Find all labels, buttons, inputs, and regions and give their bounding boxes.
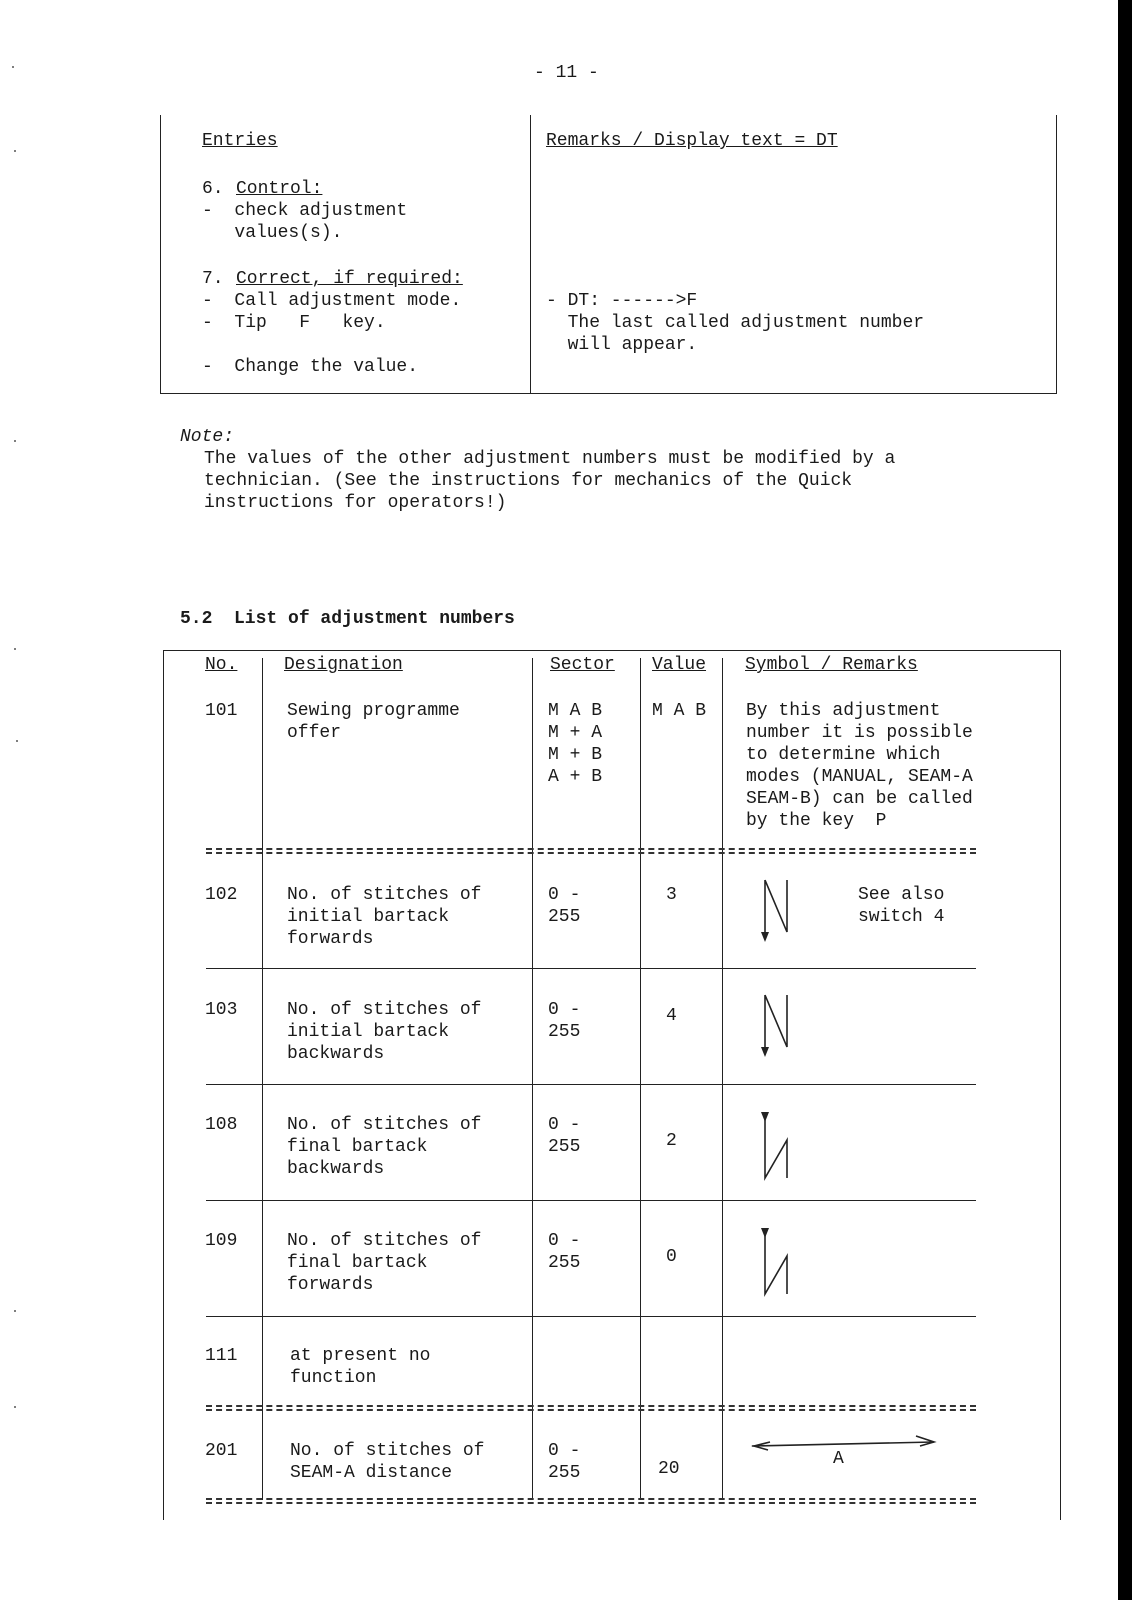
row-designation: No. of stitches of final bartack forwards	[287, 1231, 482, 1295]
step7-title: Correct, if required:	[236, 269, 463, 289]
row-designation: No. of stitches of final bartack backwards	[287, 1115, 482, 1179]
step6-title: Control:	[236, 179, 323, 199]
step6-line: - check adjustment	[202, 201, 408, 221]
row-designation: at present no function	[290, 1346, 431, 1388]
row-value: M A B	[652, 701, 707, 721]
row-designation: No. of stitches of SEAM-A distance	[290, 1441, 485, 1483]
column-divider	[722, 658, 723, 1500]
note-label: Note:	[180, 427, 235, 447]
column-divider	[532, 658, 533, 1500]
header-designation: Designation	[284, 655, 403, 675]
note-line: technician. (See the instructions for mechanics of the Quick	[204, 471, 853, 491]
page-number: - 11 -	[534, 63, 599, 83]
final-bartack-backwards-icon	[755, 1106, 795, 1186]
note-line: The values of the other adjustment numbers must be modified by a	[204, 449, 896, 469]
scan-dot	[14, 440, 16, 442]
row-value: 4	[666, 1006, 677, 1026]
step7-line: - Tip F key.	[202, 313, 386, 333]
row-sector: 0 - 255	[548, 885, 581, 927]
initial-bartack-forwards-icon	[755, 876, 795, 948]
step6-line: values(s).	[202, 223, 343, 243]
scan-dot	[14, 1406, 16, 1408]
scan-dot	[12, 66, 14, 68]
header-value: Value	[652, 655, 707, 675]
row-sector: 0 - 255	[548, 1441, 581, 1483]
row-separator	[206, 1084, 976, 1085]
row-separator	[206, 1316, 976, 1317]
row-value: 2	[666, 1131, 677, 1151]
row-sector: 0 - 255	[548, 1000, 581, 1042]
header-no: No.	[205, 655, 238, 675]
step7-line: - Call adjustment mode.	[202, 291, 462, 311]
row-no: 108	[205, 1115, 238, 1135]
initial-bartack-backwards-icon	[755, 991, 795, 1063]
scan-edge	[1118, 0, 1132, 1600]
column-divider	[640, 658, 641, 1500]
row-separator	[206, 968, 976, 969]
seam-a-label: A	[833, 1449, 844, 1469]
remark-line: The last called adjustment number	[546, 313, 925, 333]
remark-line: - DT: ------>F	[546, 291, 698, 311]
entries-header: Entries	[202, 131, 278, 151]
table-border	[163, 650, 164, 1520]
row-separator	[206, 1200, 976, 1201]
final-bartack-forwards-icon	[755, 1222, 795, 1302]
step7-number: 7.	[202, 269, 224, 289]
row-no: 111	[205, 1346, 238, 1366]
row-no: 109	[205, 1231, 238, 1251]
table-border	[163, 650, 1061, 651]
row-designation: No. of stitches of initial bartack forwards	[287, 885, 482, 949]
row-sector: M A B M + A M + B A + B	[548, 701, 603, 787]
remarks-header: Remarks / Display text = DT	[546, 131, 838, 151]
double-separator	[206, 1498, 976, 1504]
row-value: 3	[666, 885, 677, 905]
note-line: instructions for operators!)	[204, 493, 507, 513]
row-sector: 0 - 255	[548, 1115, 581, 1157]
remark-line: will appear.	[546, 335, 698, 355]
table-border	[1060, 650, 1061, 1520]
seam-a-distance-icon	[750, 1430, 940, 1454]
row-no: 101	[205, 701, 238, 721]
row-remarks: See also switch 4	[858, 885, 945, 927]
row-sector: 0 - 255	[548, 1231, 581, 1273]
scan-dot	[14, 1310, 16, 1312]
row-value: 20	[658, 1459, 680, 1479]
row-designation: No. of stitches of initial bartack backwards	[287, 1000, 482, 1064]
row-no: 102	[205, 885, 238, 905]
step6-number: 6.	[202, 179, 224, 199]
scan-dot	[14, 648, 16, 650]
scan-dot	[14, 150, 16, 152]
header-symbol-remarks: Symbol / Remarks	[745, 655, 918, 675]
double-separator	[206, 1405, 976, 1411]
row-no: 103	[205, 1000, 238, 1020]
column-divider	[262, 658, 263, 1500]
row-no: 201	[205, 1441, 238, 1461]
row-value: 0	[666, 1247, 677, 1267]
double-separator	[206, 848, 976, 854]
scan-dot	[16, 740, 18, 742]
row-remarks: By this adjustment number it is possible to determine which modes (MANUAL, SEAM-A SEAM-B) can be called by the key P	[746, 701, 973, 831]
section-title: 5.2 List of adjustment numbers	[180, 609, 515, 629]
step7-line: - Change the value.	[202, 357, 419, 377]
row-designation: Sewing programme offer	[287, 701, 460, 743]
header-sector: Sector	[550, 655, 615, 675]
